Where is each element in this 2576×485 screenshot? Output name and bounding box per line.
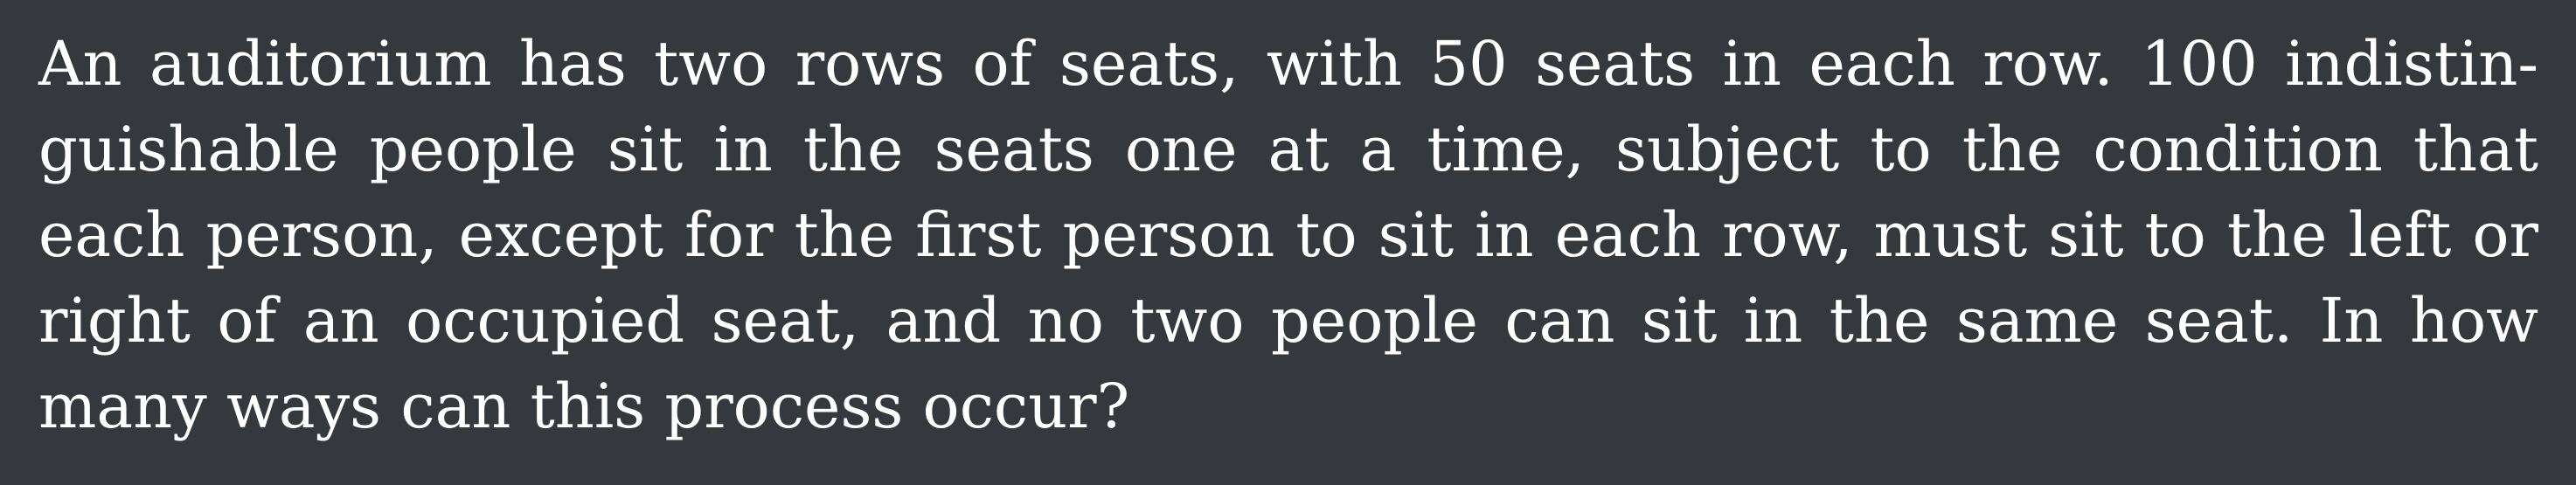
problem-line: An auditorium has two rows of seats, with 50 seats in each row. 100 indistin- — [38, 28, 2538, 100]
problem-line: many ways can this process occur? — [38, 371, 1130, 442]
problem-line: guishable people sit in the seats one at a time, subject to the condition that — [38, 114, 2538, 185]
problem-line: each person, except for the first person to sit in each row, must sit to the left or — [38, 199, 2538, 271]
problem-statement — [38, 21, 2538, 449]
problem-line: right of an occupied seat, and no two people can sit in the same seat. In how — [38, 285, 2538, 357]
